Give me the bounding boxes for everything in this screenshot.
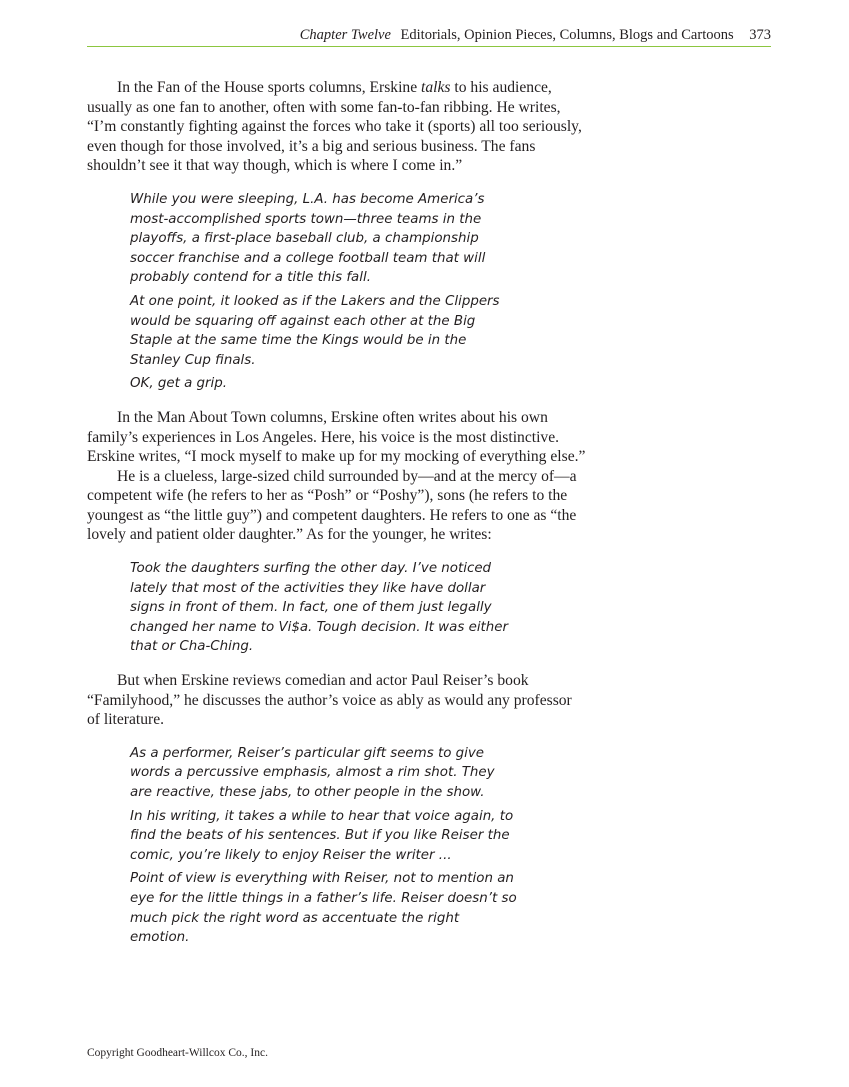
paragraph-1-emphasis: talks <box>421 79 451 96</box>
block-quote-2 <box>130 559 520 657</box>
quote-paragraph: Point of view is everything with Reiser, not to mention an eye for the little things in a father’s life. Reiser doesn’t so much pick the right word as accentuate the right emotion. <box>130 871 517 946</box>
quote-paragraph: OK, get a grip. <box>130 376 228 392</box>
copyright-footer: Copyright Goodheart-Willcox Co., Inc. <box>87 1047 268 1059</box>
block-quote-1 <box>130 190 520 394</box>
quote-paragraph: As a performer, Reiser’s particular gift seems to give words a percussive emphasis, almost a rim shot. They are reactive, these jabs, to other people in the show. <box>130 745 495 800</box>
paragraph-4: But when Erskine reviews comedian and actor Paul Reiser’s book “Familyhood,” he discusses the author’s voice as ably as would any professor of literature. <box>87 672 572 729</box>
paragraph-1 <box>87 78 587 176</box>
quote-paragraph: While you were sleeping, L.A. has become America’s most-accomplished sports town—three teams in the playoffs, a first-place baseball club, a championship soccer franchise and a college football team that will probably contend for a title this fall. <box>130 191 486 286</box>
quote-paragraph: In his writing, it takes a while to hear that voice again, to find the beats of his sentences. But if you like Reiser the comic, you’re likely to enjoy Reiser the writer ... <box>130 808 514 863</box>
quote-paragraph: At one point, it looked as if the Lakers and the Clippers would be squaring off against each other at the Big Staple at the same time the Kings would be in the Stanley Cup finals. <box>130 293 500 368</box>
header-rule <box>87 46 771 47</box>
chapter-title: Editorials, Opinion Pieces, Columns, Blogs and Cartoons <box>400 27 734 43</box>
running-header <box>87 26 771 44</box>
page-number: 373 <box>749 27 771 43</box>
block-quote-3 <box>130 744 520 948</box>
quote-paragraph: Took the daughters surfing the other day. I’ve noticed lately that most of the activities they like have dollar signs in front of them. In fact, one of them just legally changed her name to Vi$a. Tough decision. It was either that or Cha-Ching. <box>130 561 509 655</box>
paragraph-1-text: In the Fan of the House sports columns, Erskine <box>117 79 422 96</box>
page-body <box>87 78 587 962</box>
paragraph-1-text-end: to his audience, usually as one fan to another, often with some fan-to-fan ribbing. He writes, “I’m constantly fighting against the forces who take it (sports) all too seriously, even though for those involved, it’s a big and serious business. The fans shouldn’t see it that way though, which is where I come in.” <box>87 79 582 175</box>
paragraph-3: He is a clueless, large-sized child surrounded by—and at the mercy of—a competent wife (he refers to her as “Posh” or “Poshy”), sons (he refers to the youngest as “the little guy”) and competent daughters. He refers to one as “the lovely and patient older daughter.” As for the younger, he writes: <box>87 467 577 544</box>
paragraph-2: In the Man About Town columns, Erskine often writes about his own family’s experiences in Los Angeles. Here, his voice is the most distinctive. Erskine writes, “I mock myself to make up for my mocking of everything else.” <box>87 408 586 466</box>
chapter-label: Chapter Twelve <box>299 27 391 43</box>
